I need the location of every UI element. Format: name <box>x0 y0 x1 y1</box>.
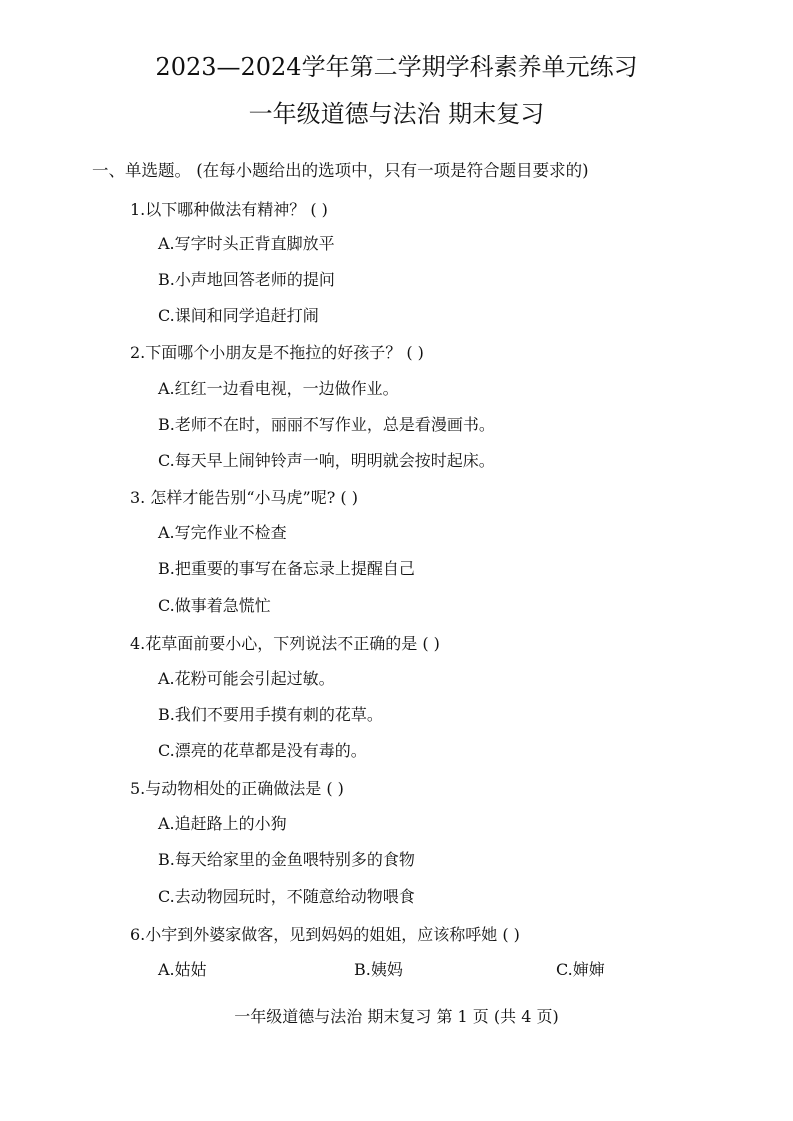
question-5-option-a: A.追赶路上的小狗 <box>158 814 287 833</box>
question-3-option-a: A.写完作业不检查 <box>158 523 287 542</box>
question-2-option-a: A.红红一边看电视，一边做作业。 <box>158 379 399 398</box>
question-6-option-a: A.姑姑 <box>158 960 207 979</box>
section-heading: 一、单选题。 (在每小题给出的选项中，只有一项是符合题目要求的) <box>92 161 589 180</box>
question-4-option-c: C.漂亮的花草都是没有毒的。 <box>158 741 367 760</box>
question-2-option-c: C.每天早上闹钟铃声一响，明明就会按时起床。 <box>158 451 495 470</box>
question-5-option-c: C.去动物园玩时，不随意给动物喂食 <box>158 887 415 906</box>
question-2-option-b: B.老师不在时，丽丽不写作业，总是看漫画书。 <box>158 415 495 434</box>
exam-title: 2023—2024学年第二学期学科素养单元练习 <box>155 53 638 81</box>
question-3-option-c: C.做事着急慌忙 <box>158 596 271 615</box>
exam-subtitle: 一年级道德与法治 期末复习 <box>248 100 545 128</box>
question-3-option-b: B.把重要的事写在备忘录上提醒自己 <box>158 559 415 578</box>
question-5: 5.与动物相处的正确做法是 ( ) <box>130 779 344 798</box>
question-4-option-a: A.花粉可能会引起过敏。 <box>158 669 335 688</box>
question-2: 2.下面哪个小朋友是不拖拉的好孩子？ ( ) <box>130 343 424 362</box>
question-6-option-b: B.姨妈 <box>354 960 403 979</box>
question-1-option-c: C.课间和同学追赶打闹 <box>158 306 319 325</box>
question-1: 1.以下哪种做法有精神？ ( ) <box>130 200 328 219</box>
question-4: 4.花草面前要小心，下列说法不正确的是 ( ) <box>130 634 440 653</box>
question-5-option-b: B.每天给家里的金鱼喂特别多的食物 <box>158 850 415 869</box>
question-3: 3. 怎样才能告别“小马虎”呢? ( ) <box>130 488 358 507</box>
page-footer: 一年级道德与法治 期末复习 第 1 页 (共 4 页) <box>234 1007 559 1026</box>
question-6: 6.小宇到外婆家做客，见到妈妈的姐姐，应该称呼她 ( ) <box>130 925 520 944</box>
question-4-option-b: B.我们不要用手摸有刺的花草。 <box>158 705 383 724</box>
question-1-option-a: A.写字时头正背直脚放平 <box>158 234 335 253</box>
question-6-option-c: C.婶婶 <box>556 960 605 979</box>
question-1-option-b: B.小声地回答老师的提问 <box>158 270 335 289</box>
